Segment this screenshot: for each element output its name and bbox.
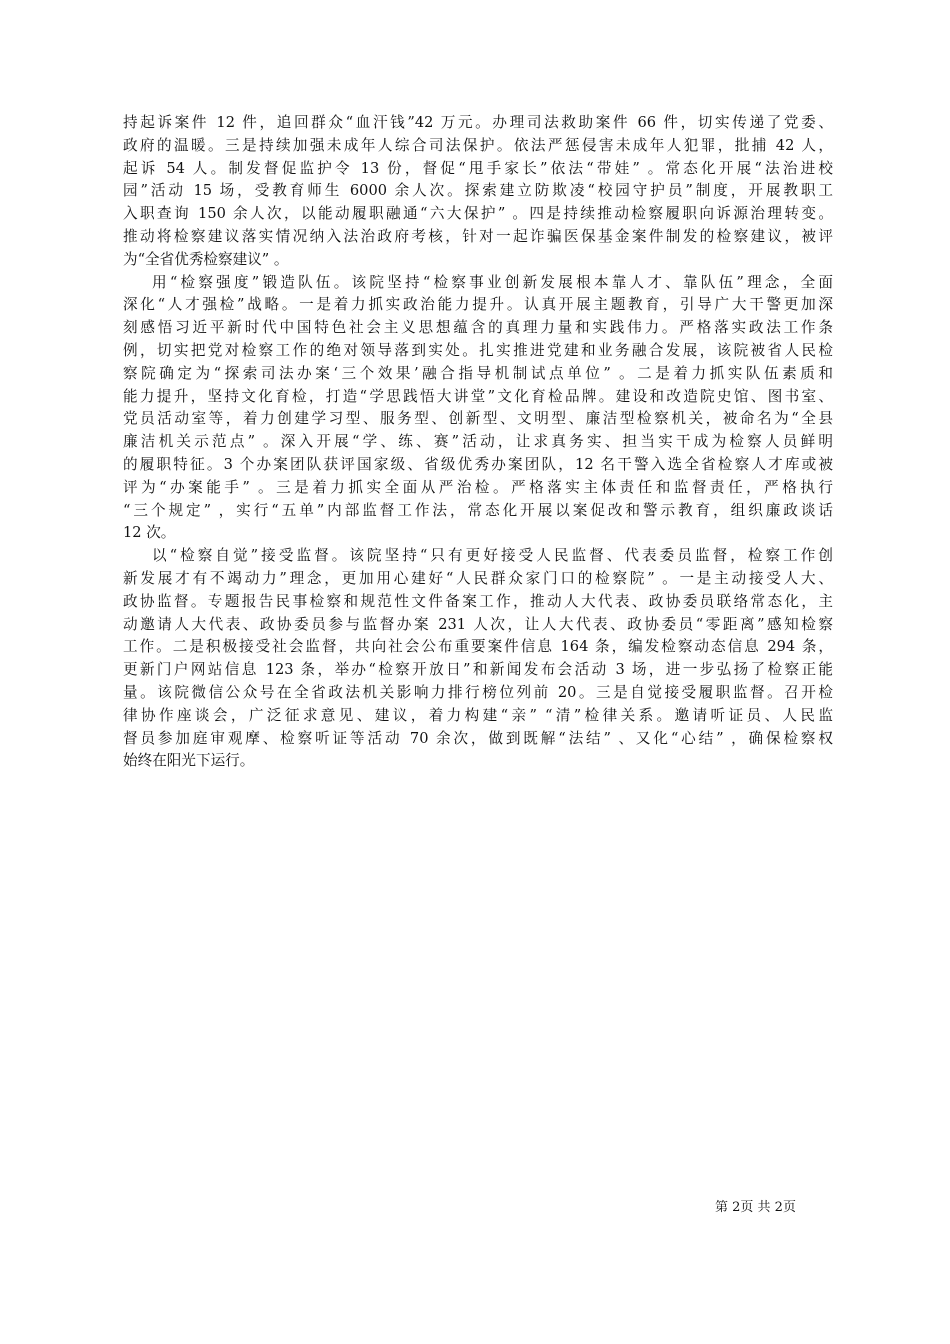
- text-line: 深化“人才强检”战略。一是着力抓实政治能力提升。认真开展主题教育，引导广大干警更加深: [123, 296, 833, 314]
- text-line: 党员活动室等，着力创建学习型、服务型、创新型、文明型、廉洁型检察机关，被命名为“全县: [123, 410, 833, 428]
- text-line: 用“检察强度”锻造队伍。该院坚持“检察事业创新发展根本靠人才、靠队伍”理念，全面: [152, 273, 833, 291]
- text-line: 量。该院微信公众号在全省政法机关影响力排行榜位列前 20。三是自觉接受履职监督。召开检: [123, 683, 833, 701]
- text-line: 评为“办案能手” 。三是着力抓实全面从严治检。严格落实主体责任和监督责任，严格执行: [123, 478, 833, 496]
- text-line: 入职查询 150 余人次，以能动履职融通“六大保护” 。四是持续推动检察履职向诉源治理转变。: [123, 205, 833, 223]
- text-line: 为“全省优秀检察建议” 。: [123, 250, 289, 268]
- text-line: 刻感悟习近平新时代中国特色社会主义思想蕴含的真理力量和实践伟力。严格落实政法工作条: [123, 319, 833, 337]
- text-line: 政协监督。专题报告民事检察和规范性文件备案工作，推动人大代表、政协委员联络常态化，主: [123, 592, 833, 610]
- text-line: 始终在阳光下运行。: [123, 752, 255, 770]
- text-line: 例，切实把党对检察工作的绝对领导落到实处。扎实推进党建和业务融合发展，该院被省人民检: [123, 341, 833, 359]
- text-line: 园”活动 15 场，受教育师生 6000 余人次。探索建立防欺凌“校园守护员”制度，开展教职工: [123, 182, 833, 200]
- page-number-footer: 第 2页 共 2页: [715, 1200, 796, 1215]
- text-line: 以“检察自觉”接受监督。该院坚持“只有更好接受人民监督、代表委员监督，检察工作创: [152, 547, 833, 565]
- text-line: 的履职特征。3 个办案团队获评国家级、省级优秀办案团队，12 名干警入选全省检察人才库或被: [123, 455, 833, 473]
- document-body: [123, 112, 833, 773]
- text-line: 更新门户网站信息 123 条，举办“检察开放日”和新闻发布会活动 3 场，进一步弘扬了检察正能: [123, 661, 833, 679]
- text-line: 起诉 54 人。制发督促监护令 13 份，督促“甩手家长”依法“带娃” 。常态化开展“法治进校: [123, 159, 833, 177]
- text-line: 察院确定为“探索司法办案‘三个效果’融合指导机制试点单位” 。二是着力抓实队伍素质和: [123, 364, 833, 382]
- text-line: 持起诉案件 12 件，追回群众“血汗钱”42 万元。办理司法救助案件 66 件，切实传递了党委、: [123, 114, 833, 131]
- text-line: 能力提升，坚持文化育检，打造“学思践悟大讲堂”文化育检品牌。建设和改造院史馆、图书室、: [123, 387, 833, 405]
- text-line: 新发展才有不竭动力”理念，更加用心建好“人民群众家门口的检察院” 。一是主动接受人大、: [123, 569, 833, 587]
- text-line: 动邀请人大代表、政协委员参与监督办案 231 人次，让人大代表、政协委员“零距离”感知检察: [123, 615, 833, 633]
- text-line: 律协作座谈会，广泛征求意见、建议，着力构建“亲” “清”检律关系。邀请听证员、人民监: [123, 706, 833, 724]
- text-line: 政府的温暖。三是持续加强未成年人综合司法保护。依法严惩侵害未成年人犯罪，批捕 42 人，: [123, 136, 833, 154]
- text-line: 工作。二是积极接受社会监督，共向社会公布重要案件信息 164 条，编发检察动态信息 294 条，: [123, 638, 833, 656]
- text-line: 督员参加庭审观摩、检察听证等活动 70 余次，做到既解“法结” 、又化“心结” ，确保检察权: [123, 729, 833, 747]
- text-line: 12 次。: [123, 524, 176, 542]
- text-line: 廉洁机关示范点” 。深入开展“学、练、赛”活动，让求真务实、担当实干成为检察人员鲜明: [123, 433, 833, 451]
- text-line: “三个规定” ，实行“五单”内部监督工作法，常态化开展以案促改和警示教育，组织廉政谈话: [123, 501, 833, 519]
- text-line: 推动将检察建议落实情况纳入法治政府考核，针对一起诈骗医保基金案件制发的检察建议，被评: [123, 227, 833, 245]
